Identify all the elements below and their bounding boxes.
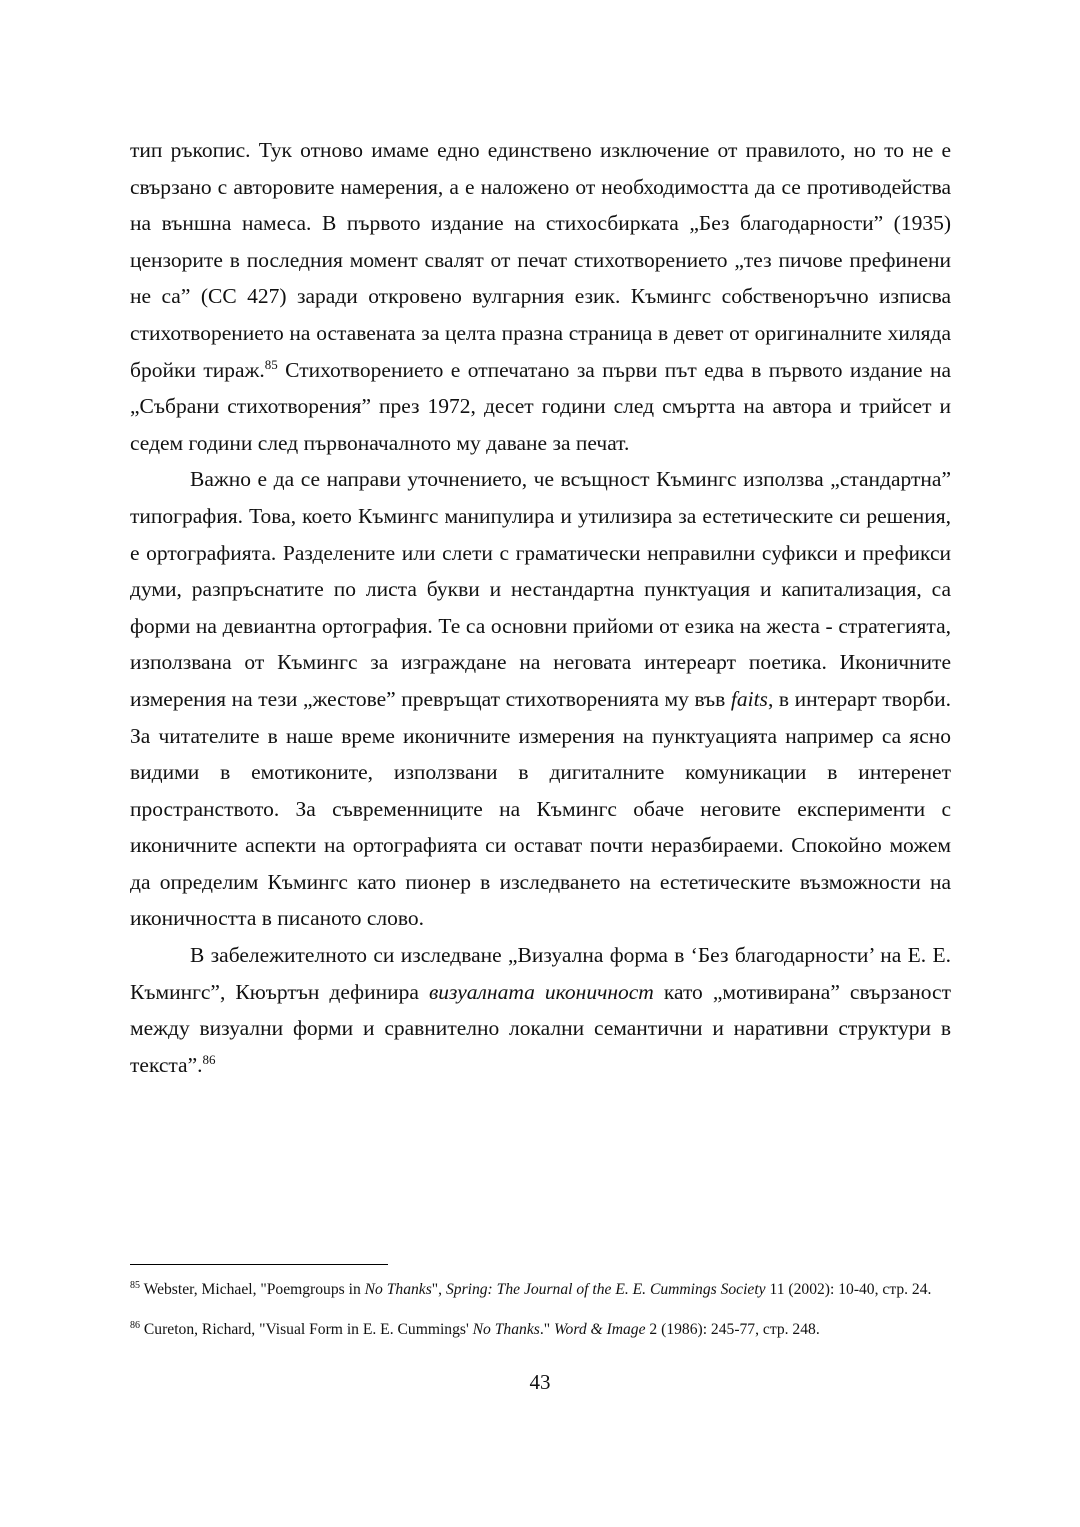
footnote-ref: 86	[202, 1051, 216, 1067]
footnotes	[130, 1277, 951, 1357]
text-run: ."	[539, 1321, 554, 1338]
footnote	[130, 1277, 951, 1302]
text-run: 11 (2002): 10-40, стр. 24.	[765, 1281, 932, 1298]
italic-text: Word & Image	[553, 1321, 646, 1338]
paragraph	[130, 937, 951, 1083]
text-run: В забележителното си изследване „Визуална форма в ‘Без благодарности’ на Е. Е. Къмингс”, Кюъртън дефинира	[130, 943, 951, 1004]
italic-text: Spring: The Journal of the E. E. Cummings Society	[445, 1281, 766, 1298]
footnote-ref: 86	[130, 1319, 140, 1331]
footnote-ref: 85	[264, 356, 278, 372]
body-text	[130, 132, 951, 1083]
text-run: Webster, Michael, "Poemgroups in	[140, 1281, 365, 1298]
text-run: Важно е да се направи уточнението, че всъщност Къмингс използва „стандартна” типография. Това, което Къмингс манипулира и утилизира за естетическите си решения, е ортографията. Разделените или слети с граматически неправилни суфикси и префикси думи, разпръснатите по листа букви и нестандартна пунктуация и капитализация, са форми на девиантна ортография. Те са основни прийоми от езика на жеста - стратегията, използвана от Къмингс за изграждане на неговата интереарт поетика. Иконичните измерения на тези „жестове” превръщат стихотворенията му във	[130, 467, 951, 711]
footnote	[130, 1317, 951, 1342]
italic-text: faits	[730, 686, 768, 711]
text-run: Cureton, Richard, "Visual Form in E. E. Cummings'	[140, 1321, 473, 1338]
footnote-separator	[130, 1264, 388, 1265]
footnote-ref: 85	[130, 1279, 140, 1291]
text-run: тип ръкопис. Тук отново имаме едно единствено изключение от правилото, но то не е свързано с авторовите намерения, а е наложено от необходимостта да се противодейства на външна намеса. В първото издание на стихосбирката „Без благодарности” (1935) цензорите в последния момент свалят от печат стихотворението „тез пичове префинени не са” (CC 427) заради откровено вулгарния език. Къмингс собственоръчно изписва стихотворението на оставената за целта празна страница в девет от оригиналните хиляда бройки тираж.	[130, 138, 951, 382]
italic-text: No Thanks	[472, 1321, 540, 1338]
text-run: Стихотворението е отпечатано за първи път едва в първото издание на „Събрани стихотворения” през 1972, десет години след смъртта на автора и трийсет и седем години след първоначалното му даване за печат.	[130, 357, 952, 455]
text-run: 2 (1986): 245-77, стр. 248.	[645, 1321, 820, 1338]
page-number: 43	[529, 1370, 551, 1394]
italic-text: No Thanks	[364, 1281, 432, 1298]
paragraph	[130, 461, 951, 937]
paragraph	[130, 132, 951, 461]
text-run: ",	[431, 1281, 446, 1298]
text-run: като „мотивирана” свързаност между визуални форми и сравнително локални семантични и наративни структури в текста”.	[130, 979, 951, 1077]
text-run: , в интерарт творби. За читателите в наше време иконичните измерения на пунктуацията например са ясно видими в емотиконите, използвани в дигиталните комуникации в интеренет пространството. За съвременниците на Къмингс обаче неговите експерименти с иконичните аспекти на ортографията си остават почти неразбираеми. Спокойно можем да определим Къмингс като пионер в изследването на естетическите възможности на иконичността в писаното слово.	[130, 686, 951, 931]
italic-text: визуалната иконичност	[428, 979, 654, 1004]
